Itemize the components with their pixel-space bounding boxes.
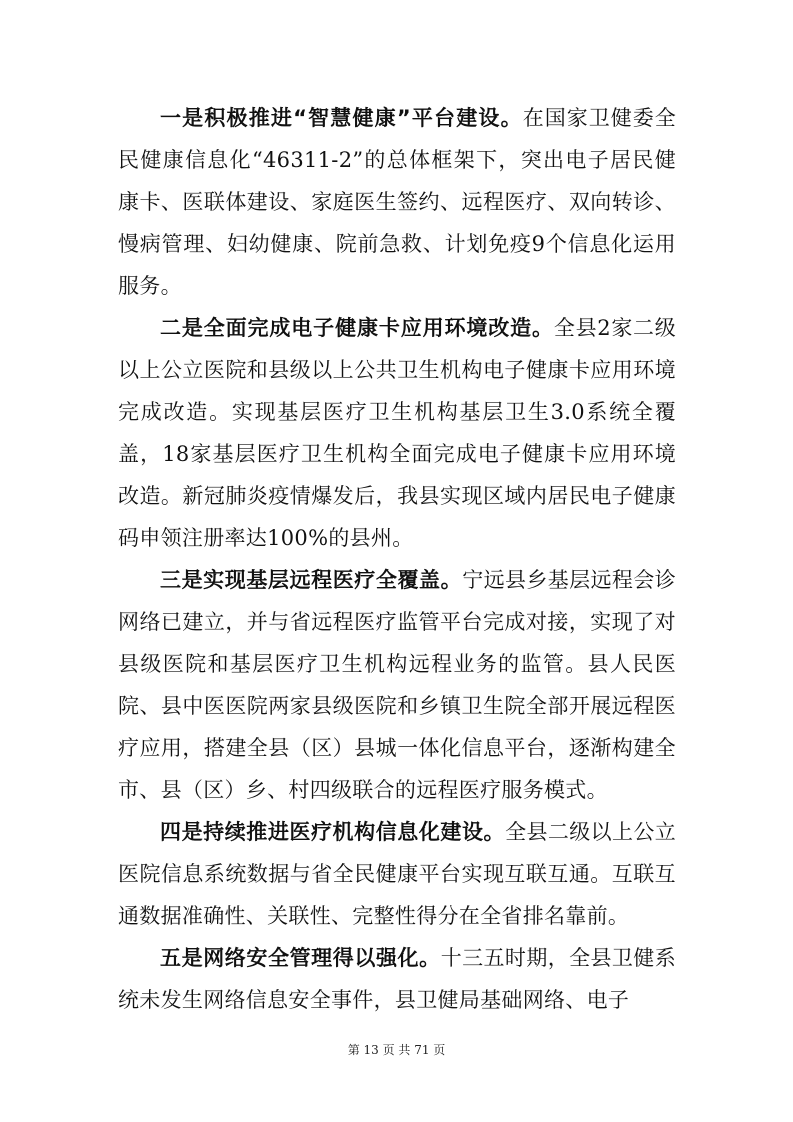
paragraph-4-heading: 四是持续推进医疗机构信息化建设。 — [160, 820, 506, 844]
page-number-footer: 第 13 页 共 71 页 — [347, 1043, 446, 1057]
paragraph-3-heading: 三是实现基层远程医疗全覆盖。 — [160, 568, 463, 592]
paragraph-4-text: 全县二级以上公立医院信息系统数据与省全民健康平台实现互联互通。互联互通数据准确性、关联性、完整性得分在全省排名靠前。 — [118, 820, 676, 928]
paragraph-5 — [118, 937, 676, 1021]
document-body — [118, 97, 676, 1021]
paragraph-1-text: 在国家卫健委全民健康信息化“46311-2”的总体框架下，突出电子居民健康卡、医联体建设、家庭医生签约、远程医疗、双向转诊、慢病管理、妇幼健康、院前急救、计划免疫9个信息化运用服务。 — [118, 106, 676, 298]
paragraph-1 — [118, 97, 676, 307]
paragraph-4 — [118, 811, 676, 937]
paragraph-3 — [118, 559, 676, 811]
paragraph-1-heading: 一是积极推进“智慧健康”平台建设。 — [160, 106, 523, 130]
paragraph-2 — [118, 307, 676, 559]
paragraph-2-heading: 二是全面完成电子健康卡应用环境改造。 — [160, 316, 554, 340]
paragraph-5-text: 十三五时期，全县卫健系统未发生网络信息安全事件，县卫健局基础网络、电子 — [118, 946, 676, 1012]
paragraph-5-heading: 五是网络安全管理得以强化。 — [160, 946, 441, 970]
paragraph-3-text: 宁远县乡基层远程会诊网络已建立，并与省远程医疗监管平台完成对接，实现了对县级医院和基层医疗卫生机构远程业务的监管。县人民医院、县中医医院两家县级医院和乡镇卫生院全部开展远程医疗应用，搭建全县（区）县城一体化信息平台，逐渐构建全市、县（区）乡、村四级联合的远程医疗服务模式。 — [118, 568, 677, 802]
paragraph-2-text: 全县2家二级以上公立医院和县级以上公共卫生机构电子健康卡应用环境完成改造。实现基层医疗卫生机构基层卫生3.0系统全覆盖，18家基层医疗卫生机构全面完成电子健康卡应用环境改造。新冠肺炎疫情爆发后，我县实现区域内居民电子健康码申领注册率达100%的县州。 — [118, 316, 677, 550]
